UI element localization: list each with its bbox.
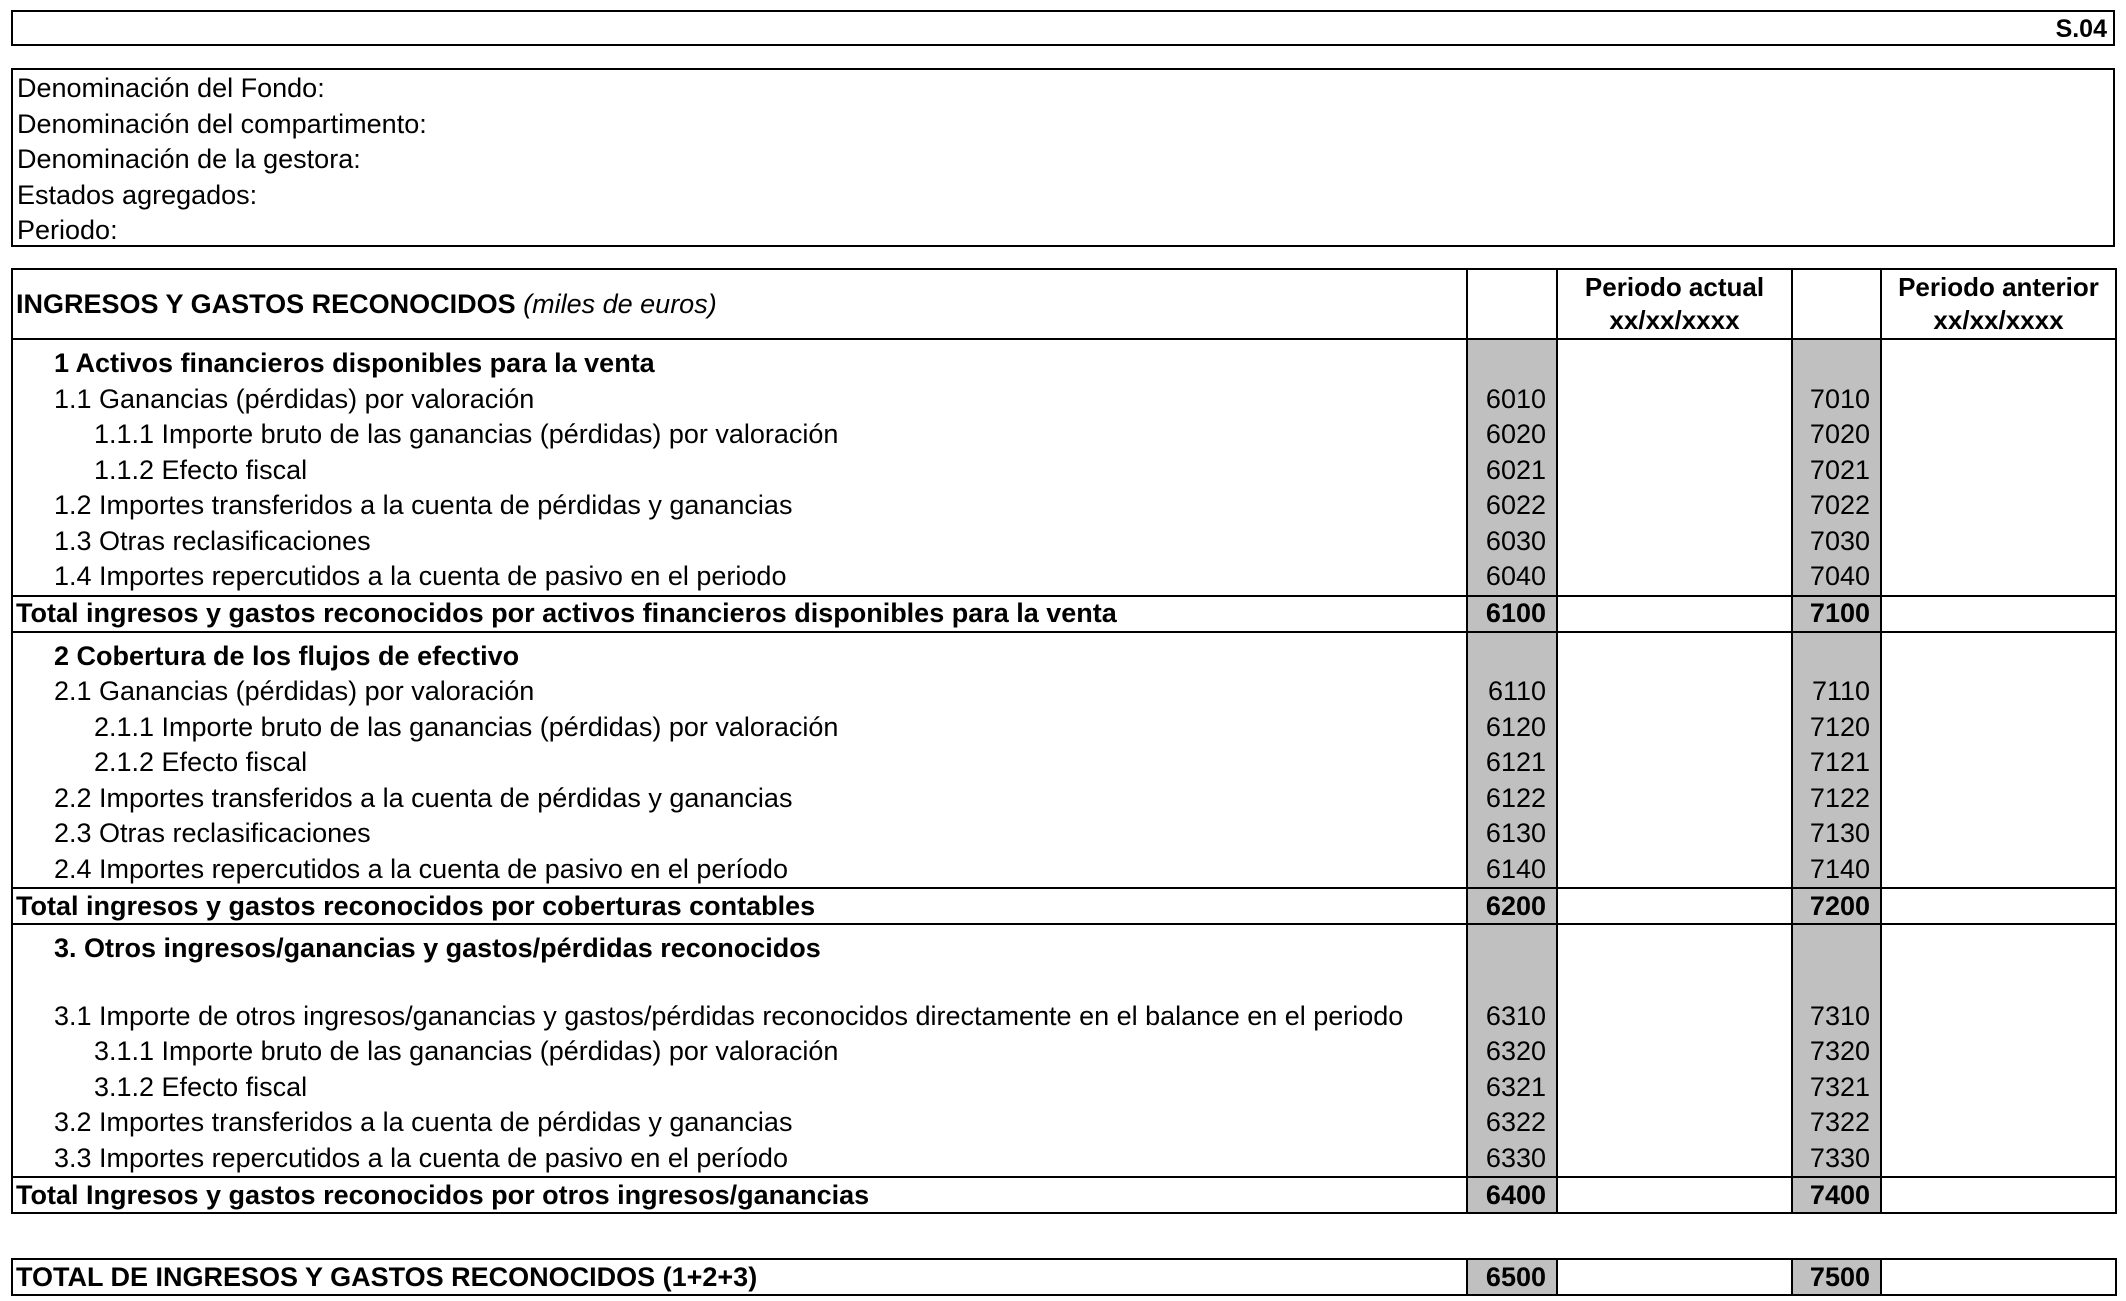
- code-cell: 7030: [1792, 524, 1881, 560]
- code-cell: [1467, 632, 1557, 675]
- value-cell[interactable]: [1557, 967, 1792, 999]
- value-cell[interactable]: [1881, 559, 2116, 596]
- code-cell: 7140: [1792, 852, 1881, 889]
- code-cell: 7400: [1792, 1177, 1881, 1213]
- value-cell[interactable]: [1557, 924, 1792, 967]
- value-cell[interactable]: [1881, 596, 2116, 632]
- value-cell[interactable]: [1557, 559, 1792, 596]
- code-cell: 6322: [1467, 1105, 1557, 1141]
- code-cell: [1792, 967, 1881, 999]
- code-cell: 6021: [1467, 453, 1557, 489]
- value-cell[interactable]: [1557, 632, 1792, 675]
- code-cell: 6310: [1467, 999, 1557, 1035]
- value-cell[interactable]: [1557, 816, 1792, 852]
- table-row: [12, 559, 2116, 596]
- code-cell: 6130: [1467, 816, 1557, 852]
- value-cell[interactable]: [1881, 967, 2116, 999]
- fund-name-label: Denominación del Fondo:: [17, 73, 325, 103]
- total-row: [12, 888, 2116, 924]
- current-period-header: [1557, 269, 1792, 339]
- value-cell[interactable]: [1557, 1105, 1792, 1141]
- code-cell: 7330: [1792, 1141, 1881, 1178]
- row-label: 3.1 Importe de otros ingresos/ganancias y gastos/pérdidas reconocidos directamente en el balance en el periodo: [12, 999, 1467, 1035]
- value-cell[interactable]: [1557, 999, 1792, 1035]
- value-cell[interactable]: [1557, 888, 1792, 924]
- code-cell: [1792, 632, 1881, 675]
- value-cell[interactable]: [1881, 339, 2116, 382]
- row-label: 3.1.2 Efecto fiscal: [12, 1070, 1467, 1106]
- table-row: [12, 1070, 2116, 1106]
- value-cell[interactable]: [1557, 1141, 1792, 1178]
- value-cell[interactable]: [1881, 488, 2116, 524]
- row-label: 2.1.2 Efecto fiscal: [12, 745, 1467, 781]
- grand-total-label: TOTAL DE INGRESOS Y GASTOS RECONOCIDOS (1+2+3): [12, 1259, 1467, 1295]
- code-col-header-b: [1792, 269, 1881, 339]
- code-cell: 6020: [1467, 417, 1557, 453]
- code-cell: 6321: [1467, 1070, 1557, 1106]
- code-cell: 6140: [1467, 852, 1557, 889]
- value-cell[interactable]: [1557, 524, 1792, 560]
- code-cell: 7500: [1792, 1259, 1881, 1295]
- code-cell: 7322: [1792, 1105, 1881, 1141]
- code-cell: 7010: [1792, 382, 1881, 418]
- code-cell: 6400: [1467, 1177, 1557, 1213]
- value-cell[interactable]: [1881, 453, 2116, 489]
- previous-period-label: Periodo anterior: [1898, 272, 2099, 302]
- period-label: Periodo:: [17, 215, 118, 245]
- code-cell: 7121: [1792, 745, 1881, 781]
- value-cell[interactable]: [1557, 417, 1792, 453]
- table-row: [12, 710, 2116, 746]
- income-expense-table: [11, 268, 2117, 1214]
- table-row: [12, 674, 2116, 710]
- code-cell: 7100: [1792, 596, 1881, 632]
- section-1-title: 1 Activos financieros disponibles para la venta: [12, 339, 1467, 382]
- value-cell[interactable]: [1557, 339, 1792, 382]
- code-cell: 6030: [1467, 524, 1557, 560]
- table-row: [12, 852, 2116, 889]
- value-cell[interactable]: [1557, 781, 1792, 817]
- code-cell: [1467, 967, 1557, 999]
- value-cell[interactable]: [1557, 453, 1792, 489]
- aggregated-states-label: Estados agregados:: [17, 179, 258, 210]
- row-label: 3.2 Importes transferidos a la cuenta de pérdidas y ganancias: [12, 1105, 1467, 1141]
- value-cell[interactable]: [1881, 417, 2116, 453]
- row-label: 3.3 Importes repercutidos a la cuenta de pasivo en el período: [12, 1141, 1467, 1178]
- code-cell: [1467, 339, 1557, 382]
- current-period-date: xx/xx/xxxx: [1609, 305, 1740, 335]
- table-title: [12, 269, 1467, 339]
- code-cell: [1467, 924, 1557, 967]
- value-cell[interactable]: [1557, 745, 1792, 781]
- code-cell: 7200: [1792, 888, 1881, 924]
- value-cell[interactable]: [1881, 710, 2116, 746]
- total-row: [12, 1177, 2116, 1213]
- row-label: 3.1.1 Importe bruto de las ganancias (pérdidas) por valoración: [12, 1034, 1467, 1070]
- table-row: [12, 488, 2116, 524]
- table-row: [12, 1141, 2116, 1178]
- grand-total-table: [11, 1258, 2117, 1296]
- row-label: 2.1 Ganancias (pérdidas) por valoración: [12, 674, 1467, 710]
- code-cell: 6100: [1467, 596, 1557, 632]
- value-cell[interactable]: [1557, 382, 1792, 418]
- code-cell: 7320: [1792, 1034, 1881, 1070]
- row-label: 2.3 Otras reclasificaciones: [12, 816, 1467, 852]
- form-code: S.04: [2055, 15, 2107, 43]
- code-cell: 7022: [1792, 488, 1881, 524]
- current-period-label: Periodo actual: [1584, 272, 1765, 302]
- code-cell: 7120: [1792, 710, 1881, 746]
- code-cell: 7020: [1792, 417, 1881, 453]
- total-label: Total ingresos y gastos reconocidos por activos financieros disponibles para la venta: [12, 596, 1467, 632]
- value-cell[interactable]: [1881, 1034, 2116, 1070]
- value-cell[interactable]: [1557, 1177, 1792, 1213]
- row-label: 1.1.1 Importe bruto de las ganancias (pérdidas) por valoración: [12, 417, 1467, 453]
- value-cell[interactable]: [1557, 674, 1792, 710]
- section-2-title: 2 Cobertura de los flujos de efectivo: [12, 632, 1467, 675]
- table-row: [12, 453, 2116, 489]
- table-row: [12, 816, 2116, 852]
- previous-period-header: [1881, 269, 2116, 339]
- code-cell: 7021: [1792, 453, 1881, 489]
- code-cell: 7310: [1792, 999, 1881, 1035]
- value-cell[interactable]: [1881, 1141, 2116, 1178]
- value-cell[interactable]: [1557, 710, 1792, 746]
- section-title-row: [12, 632, 2116, 675]
- value-cell[interactable]: [1881, 1259, 2116, 1295]
- value-cell[interactable]: [1557, 1259, 1792, 1295]
- code-cell: 7130: [1792, 816, 1881, 852]
- code-cell: 6320: [1467, 1034, 1557, 1070]
- table-row: [12, 781, 2116, 817]
- row-label: 2.2 Importes transferidos a la cuenta de pérdidas y ganancias: [12, 781, 1467, 817]
- total-row: [12, 596, 2116, 632]
- value-cell[interactable]: [1881, 674, 2116, 710]
- table-row: [12, 999, 2116, 1035]
- table-row: [12, 745, 2116, 781]
- code-cell: 6110: [1467, 674, 1557, 710]
- value-cell[interactable]: [1881, 524, 2116, 560]
- value-cell[interactable]: [1557, 488, 1792, 524]
- code-col-header-a: [1467, 269, 1557, 339]
- code-cell: 7040: [1792, 559, 1881, 596]
- table-row: [12, 417, 2116, 453]
- table-row: [12, 1034, 2116, 1070]
- row-label: 1.4 Importes repercutidos a la cuenta de pasivo en el periodo: [12, 559, 1467, 596]
- value-cell[interactable]: [1881, 781, 2116, 817]
- code-cell: 6022: [1467, 488, 1557, 524]
- total-label: Total ingresos y gastos reconocidos por coberturas contables: [12, 888, 1467, 924]
- value-cell[interactable]: [1881, 745, 2116, 781]
- value-cell[interactable]: [1557, 1070, 1792, 1106]
- code-cell: 6500: [1467, 1259, 1557, 1295]
- row-label: 2.4 Importes repercutidos a la cuenta de pasivo en el período: [12, 852, 1467, 889]
- code-cell: 6330: [1467, 1141, 1557, 1178]
- value-cell[interactable]: [1881, 632, 2116, 675]
- manager-name-label: Denominación de la gestora:: [17, 144, 361, 174]
- value-cell[interactable]: [1881, 999, 2116, 1035]
- code-cell: 7110: [1792, 674, 1881, 710]
- table-units: (miles de euros): [523, 288, 717, 319]
- value-cell[interactable]: [1881, 1105, 2116, 1141]
- row-label: 1.3 Otras reclasificaciones: [12, 524, 1467, 560]
- spacer-row: [12, 967, 2116, 999]
- value-cell[interactable]: [1557, 596, 1792, 632]
- total-label: Total Ingresos y gastos reconocidos por otros ingresos/ganancias: [12, 1177, 1467, 1213]
- value-cell[interactable]: [1881, 1070, 2116, 1106]
- value-cell[interactable]: [1881, 924, 2116, 967]
- value-cell[interactable]: [1557, 1034, 1792, 1070]
- value-cell[interactable]: [1881, 816, 2116, 852]
- value-cell[interactable]: [1557, 852, 1792, 889]
- compartment-name-label: Denominación del compartimento:: [17, 108, 427, 139]
- grand-total-row: [12, 1259, 2116, 1295]
- section-title-row: [12, 339, 2116, 382]
- row-label: 1.2 Importes transferidos a la cuenta de pérdidas y ganancias: [12, 488, 1467, 524]
- code-cell: 6010: [1467, 382, 1557, 418]
- code-cell: 7122: [1792, 781, 1881, 817]
- code-cell: [1792, 924, 1881, 967]
- row-label: 1.1.2 Efecto fiscal: [12, 453, 1467, 489]
- fund-info-box: [11, 68, 2115, 247]
- code-cell: 6040: [1467, 559, 1557, 596]
- code-cell: 7321: [1792, 1070, 1881, 1106]
- code-cell: 6120: [1467, 710, 1557, 746]
- section-title-row: [12, 924, 2116, 967]
- row-label: 2.1.1 Importe bruto de las ganancias (pérdidas) por valoración: [12, 710, 1467, 746]
- code-cell: 6200: [1467, 888, 1557, 924]
- value-cell[interactable]: [1881, 888, 2116, 924]
- value-cell[interactable]: [1881, 852, 2116, 889]
- code-cell: 6121: [1467, 745, 1557, 781]
- code-cell: 6122: [1467, 781, 1557, 817]
- section-3-title: 3. Otros ingresos/ganancias y gastos/pérdidas reconocidos: [12, 924, 1467, 967]
- table-row: [12, 524, 2116, 560]
- form-code-box: [11, 10, 2115, 46]
- code-cell: [1792, 339, 1881, 382]
- value-cell[interactable]: [1881, 1177, 2116, 1213]
- table-row: [12, 382, 2116, 418]
- table-row: [12, 1105, 2116, 1141]
- table-title-text: INGRESOS Y GASTOS RECONOCIDOS: [16, 288, 516, 319]
- table-header-row: [12, 269, 2116, 339]
- row-label: 1.1 Ganancias (pérdidas) por valoración: [12, 382, 1467, 418]
- value-cell[interactable]: [1881, 382, 2116, 418]
- spacer-cell: [12, 967, 1467, 999]
- previous-period-date: xx/xx/xxxx: [1933, 305, 2064, 335]
